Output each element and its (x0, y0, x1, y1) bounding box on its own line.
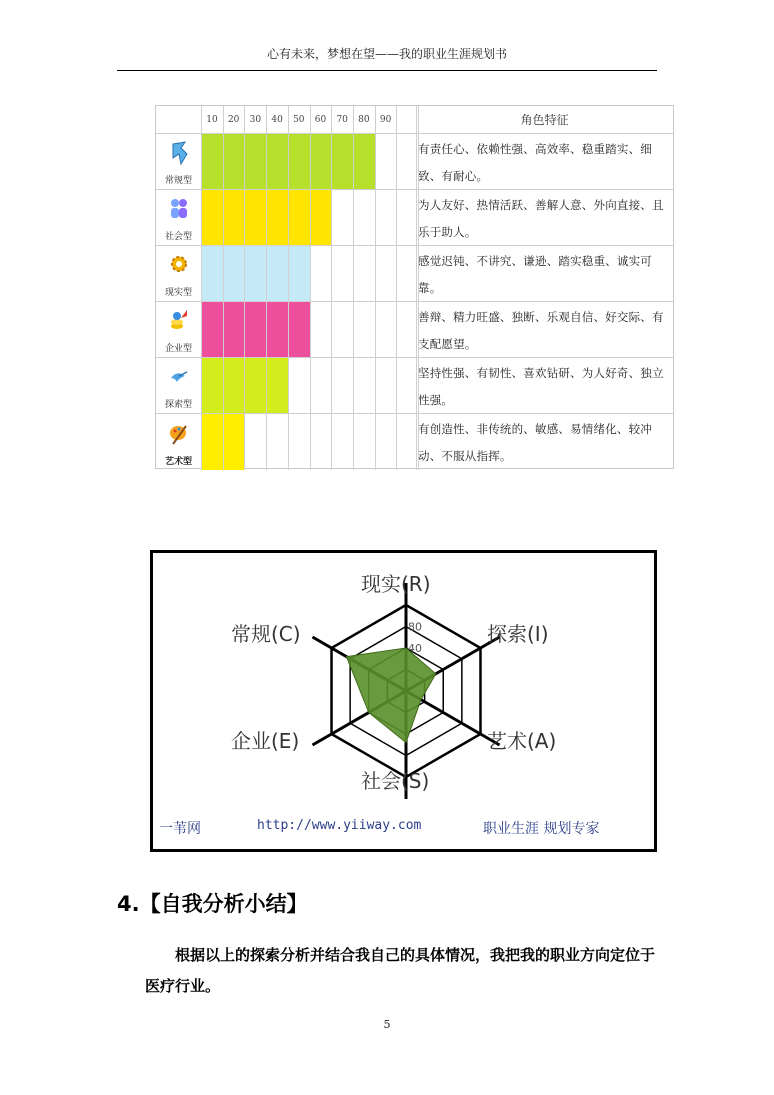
axis-label-artistic: 艺术(A) (487, 729, 557, 753)
trait-text: 坚持性强、有韧性、喜欢钻研、为人好奇、独立性强。 (418, 366, 664, 407)
table-header-row (156, 106, 673, 134)
palette-brush-icon (169, 420, 189, 446)
type-cell (156, 302, 201, 357)
grid-line (331, 106, 332, 470)
page-header: 心有未来，梦想在望——我的职业生涯规划书 (266, 47, 507, 61)
scale-label: 40 (271, 115, 283, 125)
axis-label-investigative: 探索(I) (487, 622, 549, 646)
section-title: 4.【自我分析小结】 (117, 892, 308, 916)
scale-label: 90 (379, 115, 392, 125)
scale-label: 70 (336, 115, 348, 125)
gear-icon (169, 252, 189, 278)
table-row (156, 414, 673, 470)
type-label: 企业型 (164, 344, 192, 354)
trait-text: 感觉迟钝、不讲究、谦逊、踏实稳重、诚实可靠。 (418, 254, 652, 295)
type-label: 常规型 (164, 176, 192, 186)
type-cell (156, 358, 201, 413)
grid-line (201, 106, 202, 470)
type-cell (156, 134, 201, 189)
table-row (156, 246, 673, 302)
footer-slogan: 职业生涯 规划专家 (483, 821, 600, 837)
footer-brand: 一苇网 (159, 821, 201, 837)
grid-line (353, 106, 354, 470)
grid-line (310, 106, 311, 470)
trait-text: 善辩、精力旺盛、独断、乐观自信、好交际、有支配愿望。 (418, 310, 664, 351)
type-label: 艺术型 (164, 457, 192, 467)
axis-label-realistic: 现实(R) (361, 572, 431, 596)
trait-text: 有责任心、依赖性强、高效率、稳重踏实、细致、有耐心。 (418, 142, 652, 183)
axis-label-social: 社会(S) (361, 769, 430, 793)
score-bar (201, 246, 310, 301)
table-row (156, 190, 673, 246)
coins-arrow-icon (169, 308, 189, 334)
grid-line (244, 106, 245, 470)
scale-label: 50 (293, 115, 305, 125)
table-row (156, 302, 673, 358)
page-number: 5 (383, 1018, 391, 1031)
summary-paragraph: 根据以上的探索分析并结合我自己的具体情况，我把我的职业方向定位于医疗行业。 (145, 946, 656, 995)
scale-label: 10 (206, 115, 218, 125)
blue-arrow-icon (169, 140, 189, 166)
radar-svg (153, 553, 654, 849)
people-group-icon (169, 196, 189, 222)
grid-line (223, 106, 224, 470)
type-label: 现实型 (164, 288, 192, 298)
axis-label-conventional: 常规(C) (231, 622, 301, 646)
table-row (156, 134, 673, 190)
grid-line (396, 106, 397, 470)
scale-label: 60 (314, 115, 327, 125)
holland-type-table (155, 105, 674, 469)
table-row (156, 358, 673, 414)
grid-line (266, 106, 267, 470)
score-bar (201, 302, 310, 357)
header-rule (117, 70, 657, 71)
type-cell (156, 246, 201, 301)
trait-header: 角色特征 (520, 113, 569, 127)
radar-chart (150, 550, 657, 852)
type-cell (156, 190, 201, 245)
trait-text: 为人友好、热情活跃、善解人意、外向直接、且乐于助人。 (418, 198, 664, 239)
radar-ring-label: 80 (408, 620, 422, 634)
footer-url: http://www.yiiway.com (257, 818, 422, 833)
scale-label: 80 (358, 115, 370, 125)
type-label: 探索型 (164, 400, 192, 410)
grid-line (418, 106, 419, 470)
radar-ring-label: 40 (408, 642, 422, 655)
bird-icon (169, 364, 189, 390)
grid-line (416, 106, 417, 470)
scale-label: 30 (249, 115, 262, 125)
type-label: 社会型 (164, 232, 192, 242)
axis-label-enterprising: 企业(E) (231, 729, 300, 753)
type-cell (156, 414, 201, 470)
trait-text: 有创造性、非传统的、敏感、易情绪化、较冲动、不服从指挥。 (418, 422, 652, 463)
scale-label: 20 (227, 115, 240, 125)
grid-line (375, 106, 376, 470)
grid-line (288, 106, 289, 470)
